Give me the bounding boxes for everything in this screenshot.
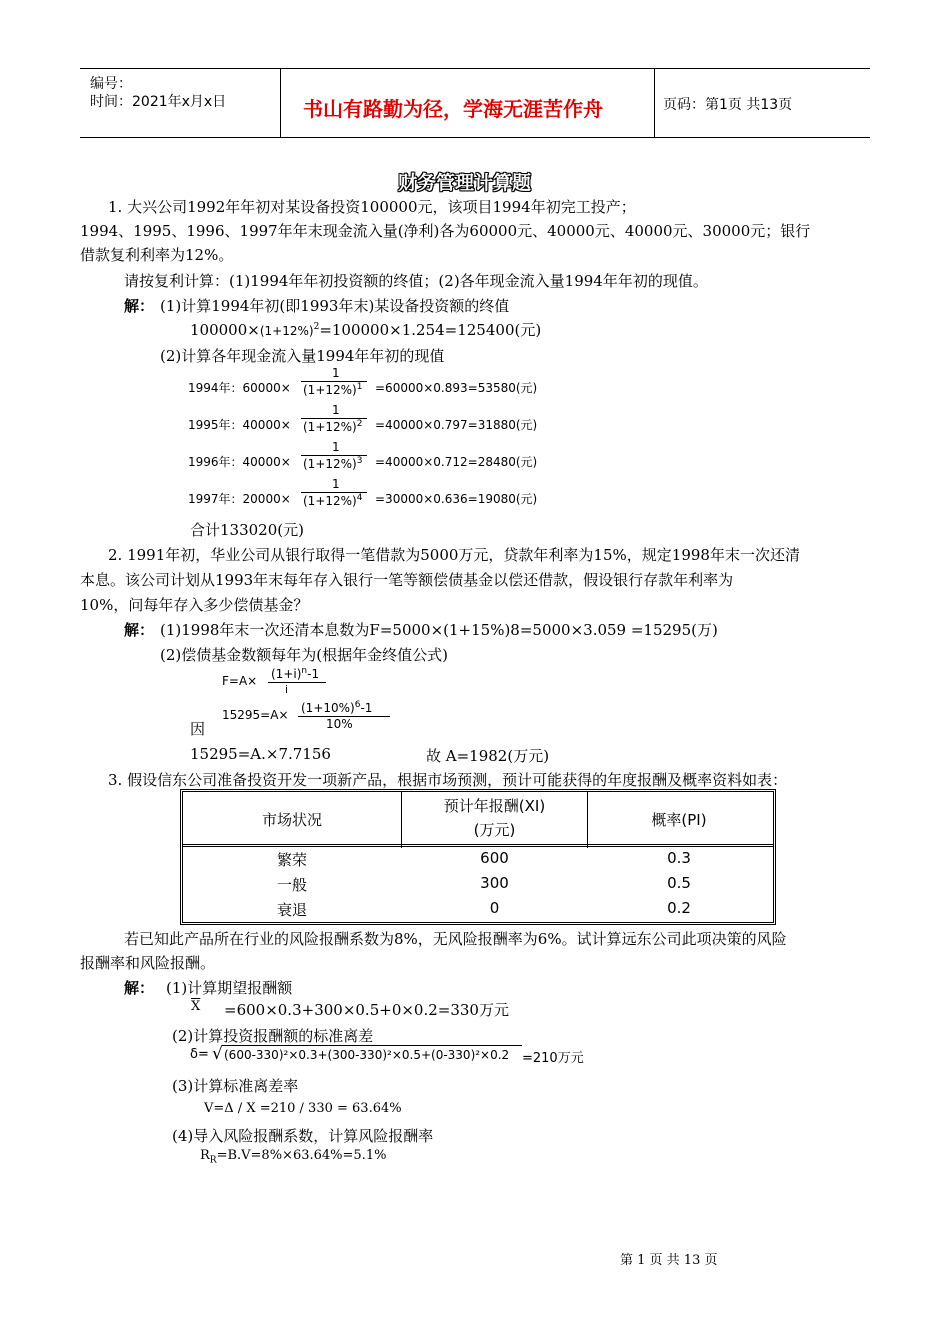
pv-row-prefix: 1995年：40000× [188, 418, 291, 432]
page-header [80, 68, 870, 138]
data-table [180, 789, 776, 925]
q1-solution-step1: (1)计算1994年初(即1993年末)某设备投资额的终值 [160, 297, 510, 315]
q3-step3-eq: V=Δ / X =210 / 330 = 63.64% [204, 1101, 402, 1116]
pv-row-denominator [303, 419, 362, 434]
pv-row-den-exp: 1 [356, 382, 363, 392]
table-cell: 300 [480, 874, 509, 892]
page-footer: 第 1 页 共 13 页 [620, 1253, 718, 1268]
motto: 书山有路勤为径，学海无涯苦作舟 [303, 97, 603, 121]
pv-row-den-exp: 2 [356, 419, 363, 429]
q1-line3: 借款复利利率为12%。 [80, 246, 234, 264]
q3-step3: (3)计算标准离差率 [172, 1077, 299, 1095]
q3-step1: (1)计算期望报酬额 [166, 979, 293, 997]
pv-row-result: =30000×0.636=19080(元) [375, 492, 538, 506]
q3-step4: (4)导入风险报酬系数，计算风险报酬率 [172, 1127, 434, 1145]
table-header-market: 市场状况 [261, 811, 322, 829]
q1-eq1-sup: 2 [313, 322, 320, 332]
q2-line2: 本息。该公司计划从1993年末每年存入银行一笔等额偿债基金以偿还借款，假设银行存款年利率为 [80, 571, 734, 589]
q3-step2: (2)计算投资报酬额的标准离差 [172, 1027, 374, 1045]
pv-row-numerator: 1 [332, 366, 340, 380]
pv-row-numerator: 1 [332, 403, 340, 417]
q2-g-denominator: 10% [326, 717, 353, 731]
header-left-cell [80, 69, 281, 137]
pv-row-den-base: (1+12%) [303, 494, 357, 508]
time-label: 时间：2021年x月x日 [90, 94, 227, 110]
pv-row-den-base: (1+12%) [303, 383, 357, 397]
pv-row-denominator [303, 456, 362, 471]
q1-line2: 1994、1995、1996、1997年年末现金流入量(净利)各为60000元、40000元、40000元、30000元；银行 [80, 222, 811, 240]
q2-line3: 10%，问每年存入多少偿债基金？ [80, 596, 309, 614]
pv-row-prefix: 1994年：60000× [188, 381, 291, 395]
table-cell: 0.5 [667, 874, 691, 892]
q2-f-num: (1+i) [271, 667, 302, 681]
table-cell: 0.2 [667, 899, 691, 917]
table-cell: 0 [489, 899, 500, 917]
pv-row-result: =40000×0.797=31880(元) [375, 418, 538, 432]
q2-g-numerator [301, 700, 372, 715]
number-label: 编号： [90, 76, 132, 92]
page-indicator: 页码：第1页 共13页 [663, 97, 793, 113]
q2-result-left: 15295=A.×7.7156 [190, 745, 331, 763]
pv-row-den-base: (1+12%) [303, 457, 357, 471]
q3-after-line1: 若已知此产品所在行业的风险报酬系数为8%，无风险报酬率为6%。试计算远东公司此项决策的风险 [124, 930, 787, 948]
table-cell: 600 [480, 849, 509, 867]
q1-solution-label: 解： [124, 297, 155, 315]
pv-row-numerator: 1 [332, 477, 340, 491]
table-header-probability: 概率(PI) [651, 811, 707, 829]
pv-row-denominator [303, 493, 362, 508]
header-right-cell [655, 69, 870, 137]
pv-row-result: =40000×0.712=28480(元) [375, 455, 538, 469]
pv-row-result: =60000×0.893=53580(元) [375, 381, 538, 395]
q3-line1: 3. 假设信东公司准备投资开发一项新产品，根据市场预测，预计可能获得的年度报酬及概率资料如表： [108, 771, 788, 789]
q2-f-num-post: -1 [307, 667, 320, 681]
q1-solution-step2: (2)计算各年现金流入量1994年年初的现值 [160, 347, 445, 365]
pv-row-den-base: (1+12%) [303, 420, 357, 434]
q3-step2-post: =210万元 [522, 1051, 584, 1066]
table-cell: 繁荣 [276, 851, 307, 869]
pv-row-prefix: 1997年：20000× [188, 492, 291, 506]
q2-g-num: (1+10%) [301, 701, 355, 715]
table-cell: 一般 [276, 876, 307, 894]
q2-g-num-exp: 6 [354, 700, 361, 710]
q2-yin: 因 [190, 720, 206, 738]
sqrt-bar [222, 1045, 522, 1046]
page-title: 财务管理计算题 [398, 172, 532, 194]
q2-f-prefix: F=A× [222, 674, 258, 688]
q2-solution-label: 解： [124, 621, 155, 639]
table-cell: 0.3 [667, 849, 691, 867]
header-middle-cell [281, 69, 655, 137]
q1-line1: 1. 大兴公司1992年年初对某设备投资100000元，该项目1994年初完工投产； [108, 198, 636, 216]
q1-eq1-a: 100000× [190, 321, 260, 339]
q2-f-fraction-line [268, 682, 326, 683]
q3-step1-eq: =600×0.3+300×0.5+0×0.2=330万元 [224, 1001, 509, 1019]
pv-row-den-exp: 4 [356, 493, 363, 503]
q2-f-num-exp: n [301, 666, 308, 676]
pv-row-numerator: 1 [332, 440, 340, 454]
q3-step4-value: =B.V=8%×63.64%=5.1% [216, 1148, 387, 1163]
q3-step4-sub: R [209, 1155, 217, 1166]
table-cell: 衰退 [276, 901, 307, 919]
q2-f-numerator [271, 666, 319, 681]
q3-step4-eq [200, 1148, 386, 1166]
q1-eq1-b: (1+12%) [259, 324, 314, 338]
q2-line1: 2. 1991年初，华业公司从银行取得一笔借款为5000万元，贷款年利率为15%，规定1998年末一次还清 [108, 546, 800, 564]
pv-row-denominator [303, 382, 362, 397]
q1-eq1 [190, 319, 541, 340]
q3-step2-prefix: δ= [190, 1047, 209, 1062]
q3-step2-root: (600-330)²×0.3+(300-330)²×0.5+(0-330)²×0.2 [224, 1048, 510, 1062]
pv-row-prefix: 1996年：40000× [188, 455, 291, 469]
table-header-unit: (万元) [473, 821, 516, 839]
sqrt-icon: √ [212, 1044, 223, 1064]
q1-total: 合计133020(元) [190, 521, 304, 539]
q3-xbar: $\overline{X}$ [191, 999, 201, 1014]
q3-step4-r: R [200, 1148, 210, 1163]
q2-solution-step2: (2)偿债基金数额每年为(根据年金终值公式) [160, 646, 448, 664]
table-header-divider [183, 844, 773, 847]
q3-solution-label: 解： [124, 979, 155, 997]
q1-line4: 请按复利计算：(1)1994年年初投资额的终值；(2)各年现金流入量1994年年初的现值。 [124, 272, 708, 290]
pv-row-den-exp: 3 [356, 456, 363, 466]
q2-f-denominator: i [285, 683, 289, 696]
q3-after-line2: 报酬率和风险报酬。 [80, 954, 216, 972]
q1-eq1-c: =100000×1.254=125400(元) [319, 321, 542, 339]
table-header-return: 预计年报酬(XI) [443, 797, 546, 815]
q2-g-num-post: -1 [360, 701, 373, 715]
q2-solution-step1: (1)1998年末一次还清本息数为F=5000×(1+15%)8=5000×3.059 =15295(万) [160, 621, 718, 639]
q2-g-prefix: 15295=A× [222, 708, 289, 722]
q2-result-right: 故 A=1982(万元) [426, 747, 550, 765]
